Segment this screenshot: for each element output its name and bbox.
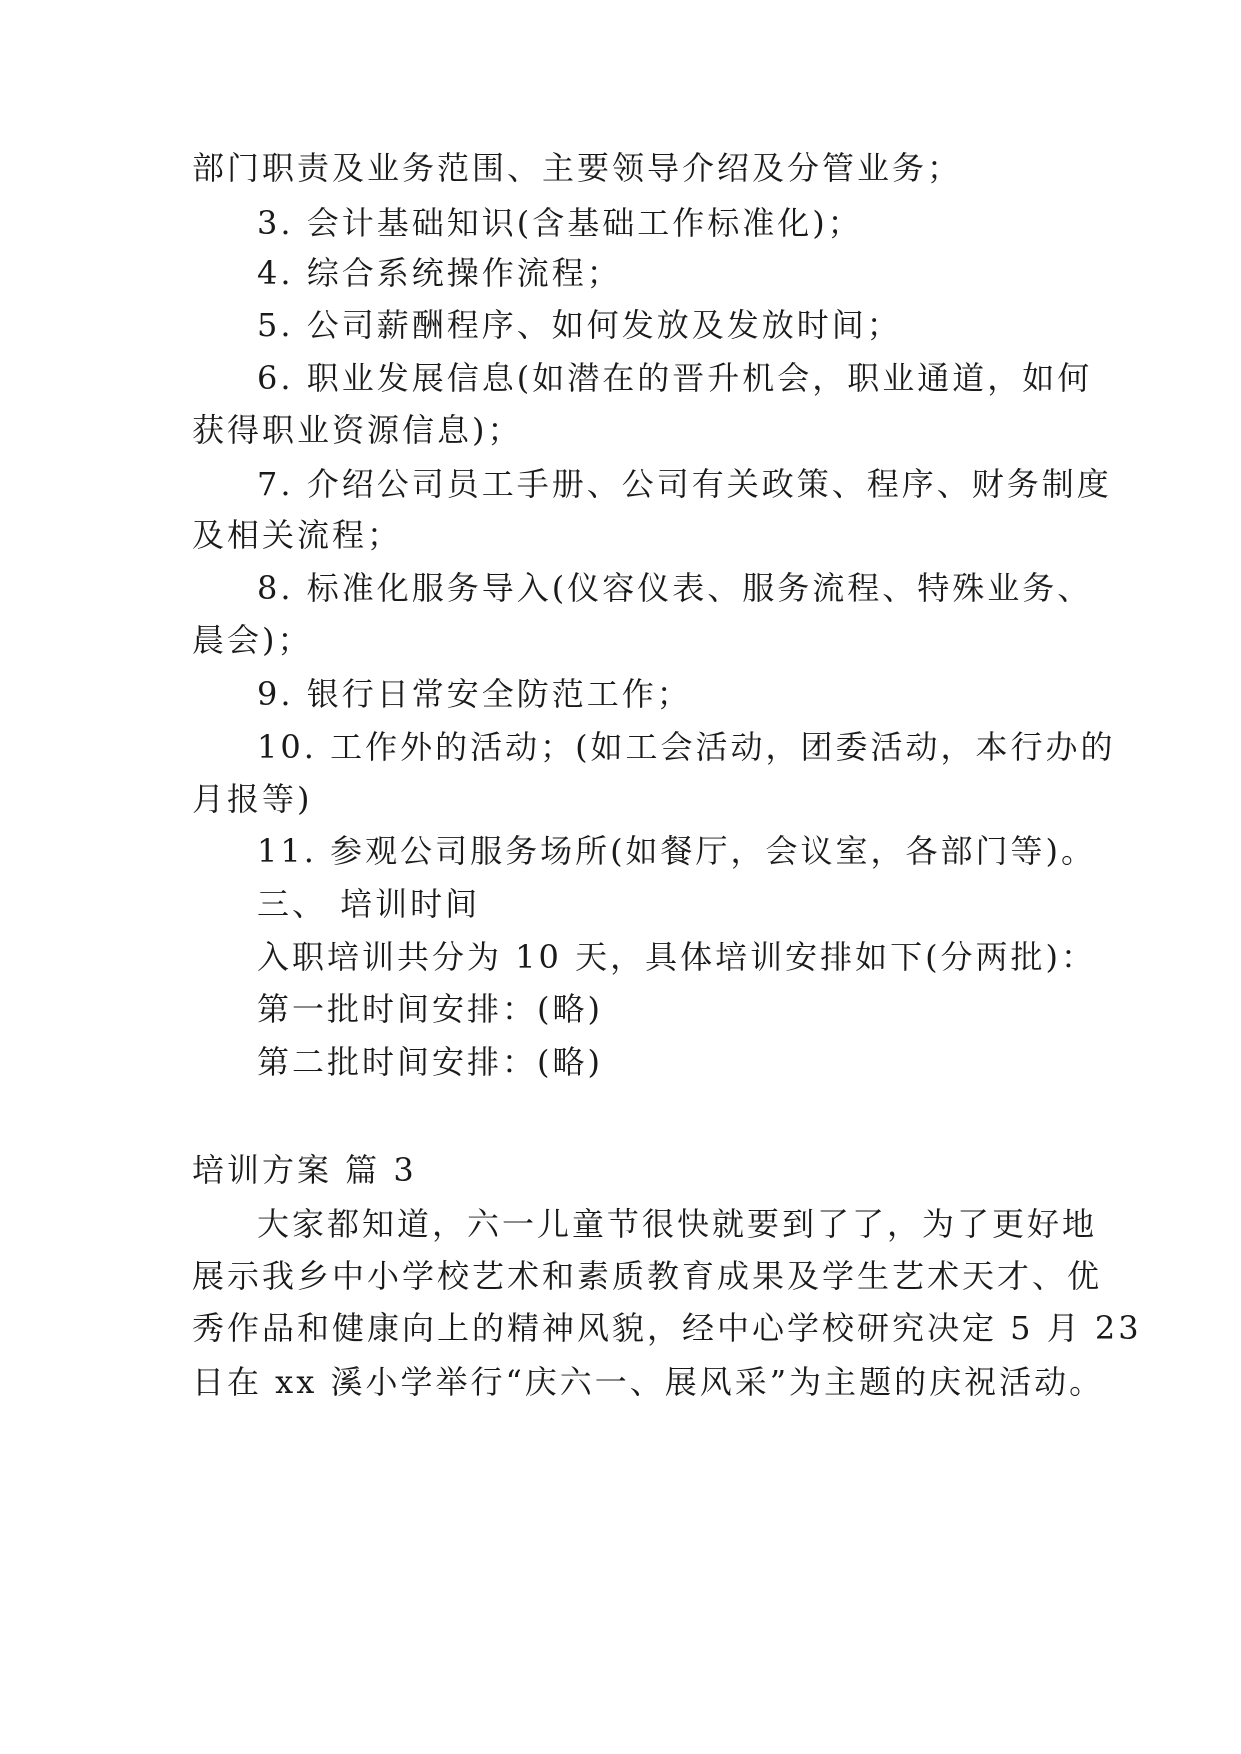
section-heading: 三、 培训时间 (257, 885, 481, 923)
text-line: 第二批时间安排：(略) (257, 1043, 603, 1081)
list-item-9: 9. 银行日常安全防范工作； (257, 675, 692, 713)
paragraph-line: 秀作品和健康向上的精神风貌，经中心学校研究决定 5 月 23 (192, 1309, 1142, 1347)
paragraph-line: 大家都知道，六一儿童节很快就要到了了，为了更好地 (257, 1205, 1098, 1243)
paragraph-line: 展示我乡中小学校艺术和素质教育成果及学生艺术天才、优 (192, 1257, 1103, 1295)
paragraph-line: 日在 xx 溪小学举行“庆六一、展风采”为主题的庆祝活动。 (192, 1363, 1105, 1401)
list-item-7: 7. 介绍公司员工手册、公司有关政策、程序、财务制度 (257, 465, 1112, 503)
text-line: 月报等) (192, 780, 313, 818)
list-item-5: 5. 公司薪酬程序、如何发放及发放时间； (257, 306, 902, 344)
text-line: 晨会)； (192, 621, 313, 659)
list-item-3: 3. 会计基础知识(含基础工作标准化)； (257, 204, 863, 242)
text-line: 入职培训共分为 10 天，具体培训安排如下(分两批)： (257, 938, 1097, 976)
list-item-4: 4. 综合系统操作流程； (257, 254, 622, 292)
section-title: 培训方案 篇 3 (192, 1151, 417, 1189)
list-item-8: 8. 标准化服务导入(仪容仪表、服务流程、特殊业务、 (257, 569, 1093, 607)
text-line: 及相关流程； (192, 516, 403, 554)
text-line: 部门职责及业务范围、主要领导介绍及分管业务； (192, 149, 963, 187)
list-item-11: 11. 参观公司服务场所(如餐厅，会议室，各部门等)。 (257, 832, 1097, 870)
list-item-10: 10. 工作外的活动；(如工会活动，团委活动，本行办的 (257, 728, 1116, 766)
list-item-6: 6. 职业发展信息(如潜在的晋升机会，职业通道，如何 (257, 359, 1093, 397)
text-line: 获得职业资源信息)； (192, 411, 523, 449)
text-line: 第一批时间安排：(略) (257, 990, 603, 1028)
